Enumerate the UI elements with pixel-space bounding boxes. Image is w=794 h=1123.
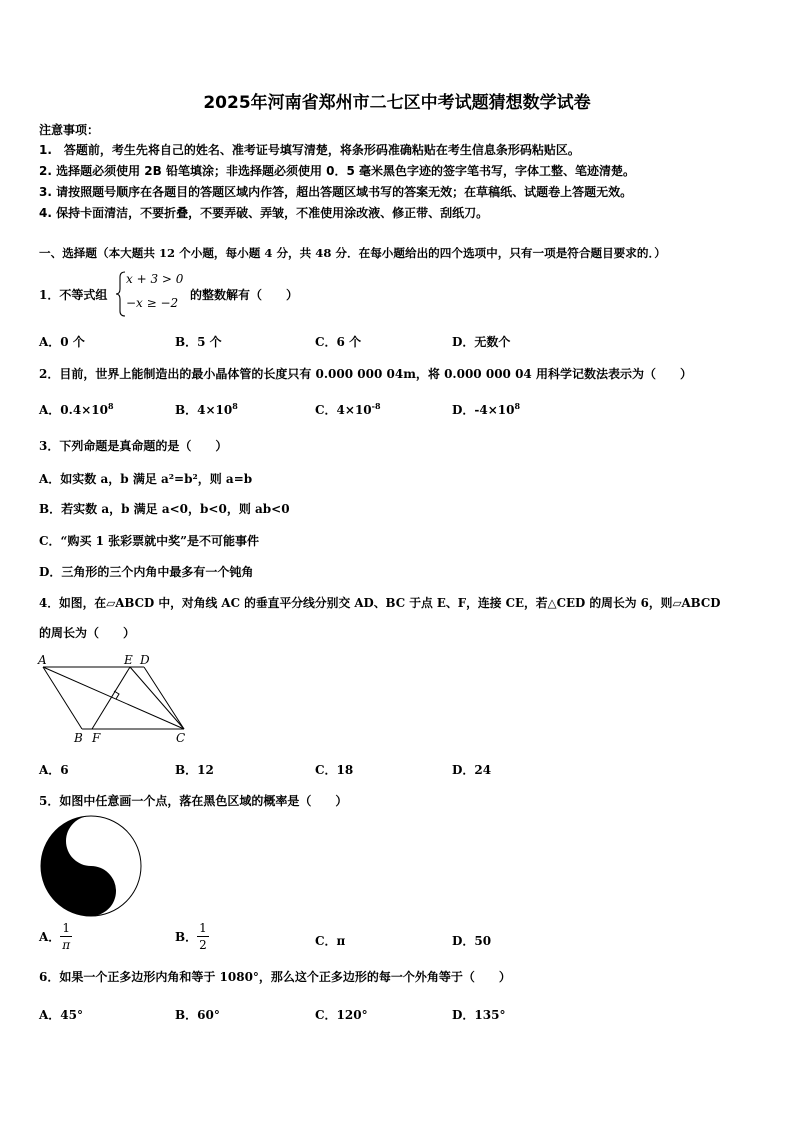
q4-line-1: 4．如图，在▱ABCD 中，对角线 AC 的垂直平分线分别交 AD、BC 于点 E、F，连接 CE，若△CED 的周长为 6，则▱ABCD [39, 596, 721, 610]
notice-item-4: 4. 保持卡面清洁，不要折叠，不要弄破、弄皱，不准使用涂改液、修正带、刮纸刀。 [39, 206, 489, 220]
q3-option-c: C．“购买 1 张彩票就中奖”是不可能事件 [39, 534, 260, 548]
left-brace-icon [116, 271, 126, 317]
q5-option-a: A． $\frac{1}{\pi}$ [39, 921, 71, 952]
q1-option-c: C．6 个 [315, 335, 362, 349]
q2-option-a: A．$0.4\times 10^8$ [39, 401, 114, 417]
page-title: 2025年河南省郑州市二七区中考试题猜想数学试卷 [203, 93, 591, 113]
q4-option-a: A．6 [39, 763, 69, 777]
label-d: D [140, 653, 150, 667]
q2-option-d: D．$-4\times 10^8$ [452, 401, 521, 417]
q5-option-b: B． $\frac{1}{2}$ [175, 921, 207, 952]
label-b: B [74, 731, 83, 745]
q4-line-2: 的周长为（ ） [39, 626, 136, 640]
q2-option-b: B．$4\times 10^8$ [175, 401, 238, 417]
inequality-2: −x ≥ −2 [126, 296, 179, 310]
label-f: F [92, 731, 101, 745]
q2-text: 2．目前，世界上能制造出的最小晶体管的长度只有 0.000 000 04m，将 0.000 000 04 用科学记数法表示为（ ） [39, 367, 692, 381]
q3-text: 3．下列命题是真命题的是（ ） [39, 439, 228, 453]
q5-option-c: C．π [315, 934, 346, 948]
section-heading: 一、选择题（本大题共 12 个小题，每小题 4 分，共 48 分．在每小题给出的四个选项中，只有一项是符合题目要求的．） [39, 246, 666, 260]
q3-option-a: A．如实数 a，b 满足 a²=b²，则 a=b [39, 472, 253, 486]
q6-option-c: C．120° [315, 1008, 368, 1022]
q6-option-d: D．135° [452, 1008, 506, 1022]
q6-option-a: A．45° [39, 1008, 84, 1022]
q3-option-b: B．若实数 a，b 满足 a<0，b<0，则 ab<0 [39, 502, 290, 516]
inequality-1: x + 3 > 0 [126, 272, 184, 286]
label-e: E [124, 653, 133, 667]
label-c: C [176, 731, 186, 745]
notice-heading: 注意事项： [39, 123, 100, 137]
q1-option-a: A．0 个 [39, 335, 85, 349]
q2-option-c: C．$4\times 10^{-8}$ [315, 401, 381, 417]
q6-option-b: B．60° [175, 1008, 220, 1022]
q1-prefix: 1．不等式组 [39, 288, 108, 302]
notice-item-2: 2. 选择题必须使用 2B 铅笔填涂；非选择题必须使用 0．5 毫米黑色字迹的签字笔书写，字体工整、笔迹清楚。 [39, 164, 635, 178]
q4-option-c: C．18 [315, 763, 354, 777]
notice-item-1: 1. 答题前，考生先将自己的姓名、准考证号填写清楚，将条形码准确粘贴在考生信息条形码粘贴区。 [39, 143, 580, 157]
parallelogram-figure [36, 652, 192, 746]
inequality-system [116, 271, 186, 317]
notice-item-3: 3. 请按照题号顺序在各题目的答题区域内作答，超出答题区域书写的答案无效；在草稿纸、试题卷上答题无效。 [39, 185, 633, 199]
q3-option-d: D．三角形的三个内角中最多有一个钝角 [39, 565, 254, 579]
q4-option-d: D．24 [452, 763, 492, 777]
yin-yang-figure [38, 813, 144, 919]
q1-option-d: D．无数个 [452, 335, 511, 349]
label-a: A [38, 653, 47, 667]
q6-text: 6．如果一个正多边形内角和等于 1080°，那么这个正多边形的每一个外角等于（ ） [39, 970, 511, 984]
q5-option-d: D．50 [452, 934, 492, 948]
q4-option-b: B．12 [175, 763, 214, 777]
q1-option-b: B．5 个 [175, 335, 222, 349]
q1-suffix: 的整数解有（ ） [190, 288, 299, 302]
q5-text: 5．如图中任意画一个点，落在黑色区域的概率是（ ） [39, 794, 348, 808]
